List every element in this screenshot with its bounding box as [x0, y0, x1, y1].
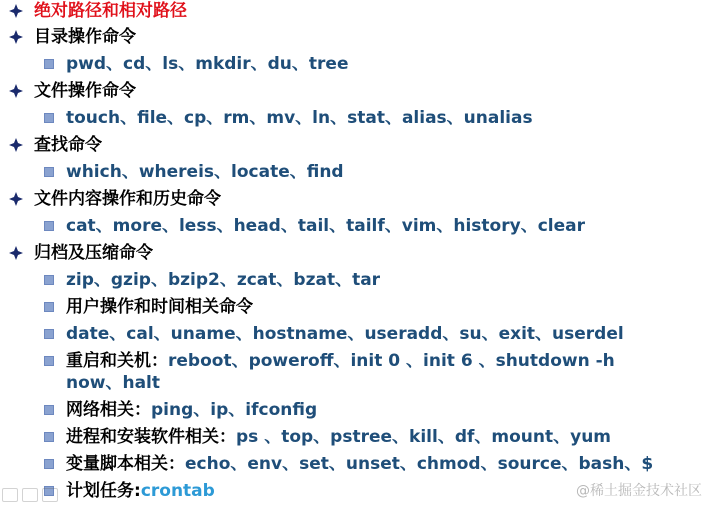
list-item: [44, 161, 344, 183]
square-bullet-icon: [44, 167, 54, 177]
network-commands: ping、ip、ifconfig: [151, 400, 318, 420]
section-heading: [8, 80, 136, 102]
section-heading: [8, 26, 136, 48]
process-commands: ps 、top、pstree、kill、df、mount、yum: [236, 427, 612, 447]
reboot-line: [66, 350, 676, 394]
list-item: [44, 426, 611, 448]
section-heading: [8, 188, 221, 210]
section-heading-text: 归档及压缩命令: [34, 243, 153, 263]
list-item: [44, 480, 215, 502]
slideshow-toolbar[interactable]: [2, 488, 58, 502]
pen-icon[interactable]: [2, 488, 18, 502]
square-bullet-icon: [44, 459, 54, 469]
section-heading: [8, 134, 102, 156]
title-row: [8, 0, 187, 22]
command-list: pwd、cd、ls、mkdir、du、tree: [66, 54, 349, 74]
diamond-bullet-icon: [8, 191, 24, 207]
diamond-bullet-icon: [8, 29, 24, 45]
list-item: [44, 453, 653, 475]
reboot-label: 重启和关机：: [66, 351, 168, 371]
list-item: [44, 350, 676, 394]
command-list: cat、more、less、head、tail、tailf、vim、history、clear: [66, 216, 585, 236]
section-heading-text: 查找命令: [34, 135, 102, 155]
diamond-bullet-icon: [8, 245, 24, 261]
list-item: [44, 107, 533, 129]
square-bullet-icon: [44, 356, 54, 366]
process-label: 进程和安装软件相关：: [66, 427, 236, 447]
square-bullet-icon: [44, 113, 54, 123]
cron-commands: crontab: [140, 481, 215, 501]
square-bullet-icon: [44, 405, 54, 415]
diamond-bullet-icon: [8, 137, 24, 153]
slides-icon[interactable]: [22, 488, 38, 502]
list-item: [44, 215, 585, 237]
cron-label: 计划任务:: [66, 481, 141, 501]
command-list: zip、gzip、bzip2、zcat、bzat、tar: [66, 270, 381, 290]
diamond-bullet-icon: [8, 3, 24, 19]
command-list: date、cal、uname、hostname、useradd、su、exit、userdel: [66, 324, 624, 344]
zoom-icon[interactable]: [42, 488, 58, 502]
square-bullet-icon: [44, 302, 54, 312]
list-item: [44, 296, 253, 318]
section-heading-text: 文件操作命令: [34, 81, 136, 101]
subheading-text: 用户操作和时间相关命令: [66, 297, 253, 317]
reboot-commands: reboot、poweroff、init 0 、init 6 、shutdown -h now、halt: [66, 351, 615, 393]
square-bullet-icon: [44, 275, 54, 285]
diamond-bullet-icon: [8, 83, 24, 99]
square-bullet-icon: [44, 59, 54, 69]
watermark: @稀土掘金技术社区: [576, 483, 702, 499]
section-heading: [8, 242, 153, 264]
page-title: 绝对路径和相对路径: [34, 1, 187, 21]
square-bullet-icon: [44, 432, 54, 442]
list-item: [44, 323, 624, 345]
list-item: [44, 399, 317, 421]
list-item: [44, 53, 348, 75]
script-label: 变量脚本相关：: [66, 454, 185, 474]
command-list: touch、file、cp、rm、mv、ln、stat、alias、unalias: [66, 108, 533, 128]
square-bullet-icon: [44, 329, 54, 339]
list-item: [44, 269, 380, 291]
square-bullet-icon: [44, 221, 54, 231]
section-heading-text: 目录操作命令: [34, 27, 136, 47]
script-commands: echo、env、set、unset、chmod、source、bash、$: [185, 454, 654, 474]
section-heading-text: 文件内容操作和历史命令: [34, 189, 221, 209]
command-list: which、whereis、locate、find: [66, 162, 344, 182]
network-label: 网络相关：: [66, 400, 151, 420]
